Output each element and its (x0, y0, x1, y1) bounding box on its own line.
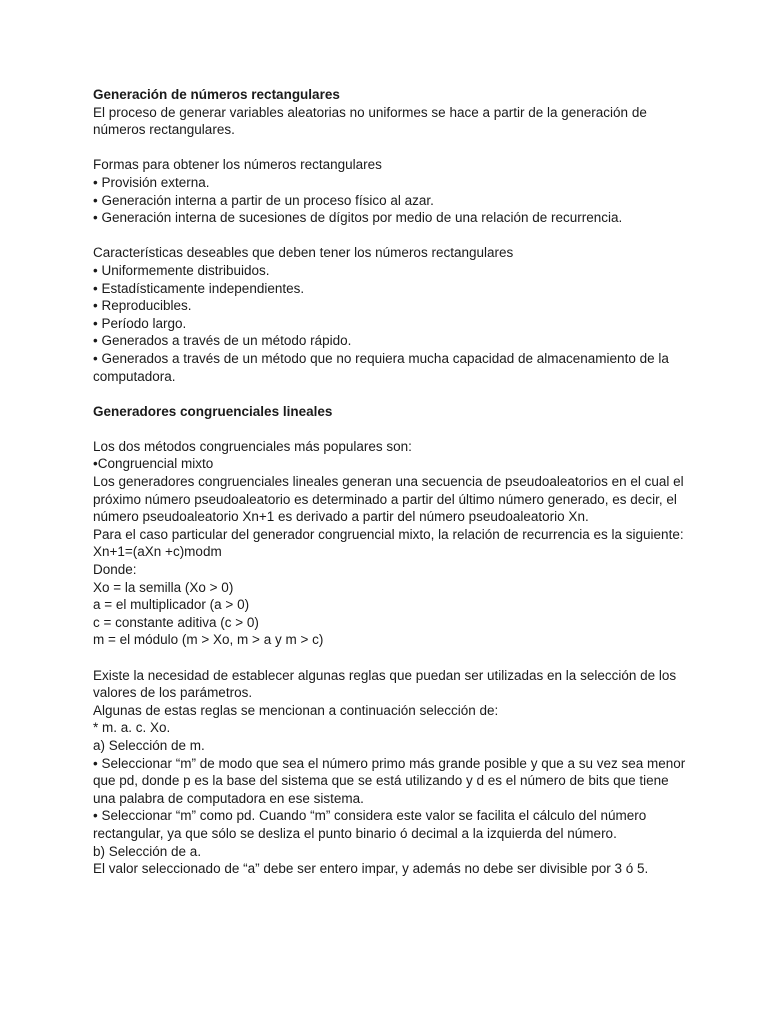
text-line: Algunas de estas reglas se mencionan a continuación selección de: (93, 702, 499, 718)
text-line: El proceso de generar variables aleatorias no uniformes se hace a partir de la generación de números rectangulares. (93, 104, 647, 138)
text-line: Características deseables que deben tener los números rectangulares (93, 245, 514, 261)
text-line: • Generación interna a partir de un proceso físico al azar. (93, 192, 434, 208)
text-line: * m. a. c. Xo. (93, 720, 171, 736)
text-line: • Generados a través de un método rápido. (93, 333, 352, 349)
text-line: a = el multiplicador (a > 0) (93, 597, 250, 613)
text-line: Para el caso particular del generador congruencial mixto, la relación de recurrencia es la siguiente: (93, 526, 684, 542)
text-line: Los dos métodos congruenciales más populares son: (93, 438, 412, 454)
text-line: • Seleccionar “m” como pd. Cuando “m” considera este valor se facilita el cálculo del número rectangular, ya que sólo se desliza el punto binario ó decimal a la izquierda del número. (93, 808, 647, 841)
paragraph-spacer (93, 649, 693, 667)
document-page (93, 86, 693, 878)
text-line: Xn+1=(aXn +c)modm (93, 544, 222, 560)
section-heading: Generación de números rectangulares (93, 87, 340, 102)
text-line: •Congruencial mixto (93, 456, 214, 472)
text-line: Existe la necesidad de establecer algunas reglas que puedan ser utilizadas en la selección de los valores de los parámetros. (93, 667, 677, 701)
text-line: • Período largo. (93, 315, 187, 331)
text-line: Formas para obtener los números rectangulares (93, 157, 382, 173)
text-line: • Generación interna de sucesiones de dígitos por medio de una relación de recurrencia. (93, 210, 623, 226)
paragraph-spacer (93, 385, 693, 403)
text-line: b) Selección de a. (93, 843, 202, 859)
text-line: Los generadores congruenciales lineales generan una secuencia de pseudoaleatorios en el cual el próximo número pseudoaleatorio es determinado a partir del último número generado, es decir, el número pseudoaleatorio Xn+1 es derivado a partir del número pseudoaleatorio Xn. (93, 474, 684, 525)
text-line: • Uniformemente distribuidos. (93, 262, 270, 278)
text-line: • Seleccionar “m” de modo que sea el número primo más grande posible y que a su vez sea menor que pd, donde p es la base del sistema que se está utilizando y d es el número de bits que tiene una palabra de computadora en ese sistema. (93, 755, 686, 806)
text-line: Xo = la semilla (Xo > 0) (93, 579, 234, 595)
paragraph-spacer (93, 420, 693, 438)
text-line: • Provisión externa. (93, 174, 210, 190)
paragraph-spacer (93, 139, 693, 157)
text-line: Donde: (93, 562, 137, 578)
text-line: a) Selección de m. (93, 737, 205, 753)
text-line: c = constante aditiva (c > 0) (93, 614, 259, 630)
text-line: • Generados a través de un método que no requiera mucha capacidad de almacenamiento de la computadora. (93, 350, 669, 384)
text-line: El valor seleccionado de “a” debe ser entero impar, y además no debe ser divisible por 3 ó 5. (93, 861, 649, 877)
text-line: m = el módulo (m > Xo, m > a y m > c) (93, 632, 324, 648)
text-line: • Estadísticamente independientes. (93, 280, 305, 296)
text-line: • Reproducibles. (93, 298, 192, 314)
section-heading: Generadores congruenciales lineales (93, 403, 333, 419)
paragraph-spacer (93, 227, 693, 245)
